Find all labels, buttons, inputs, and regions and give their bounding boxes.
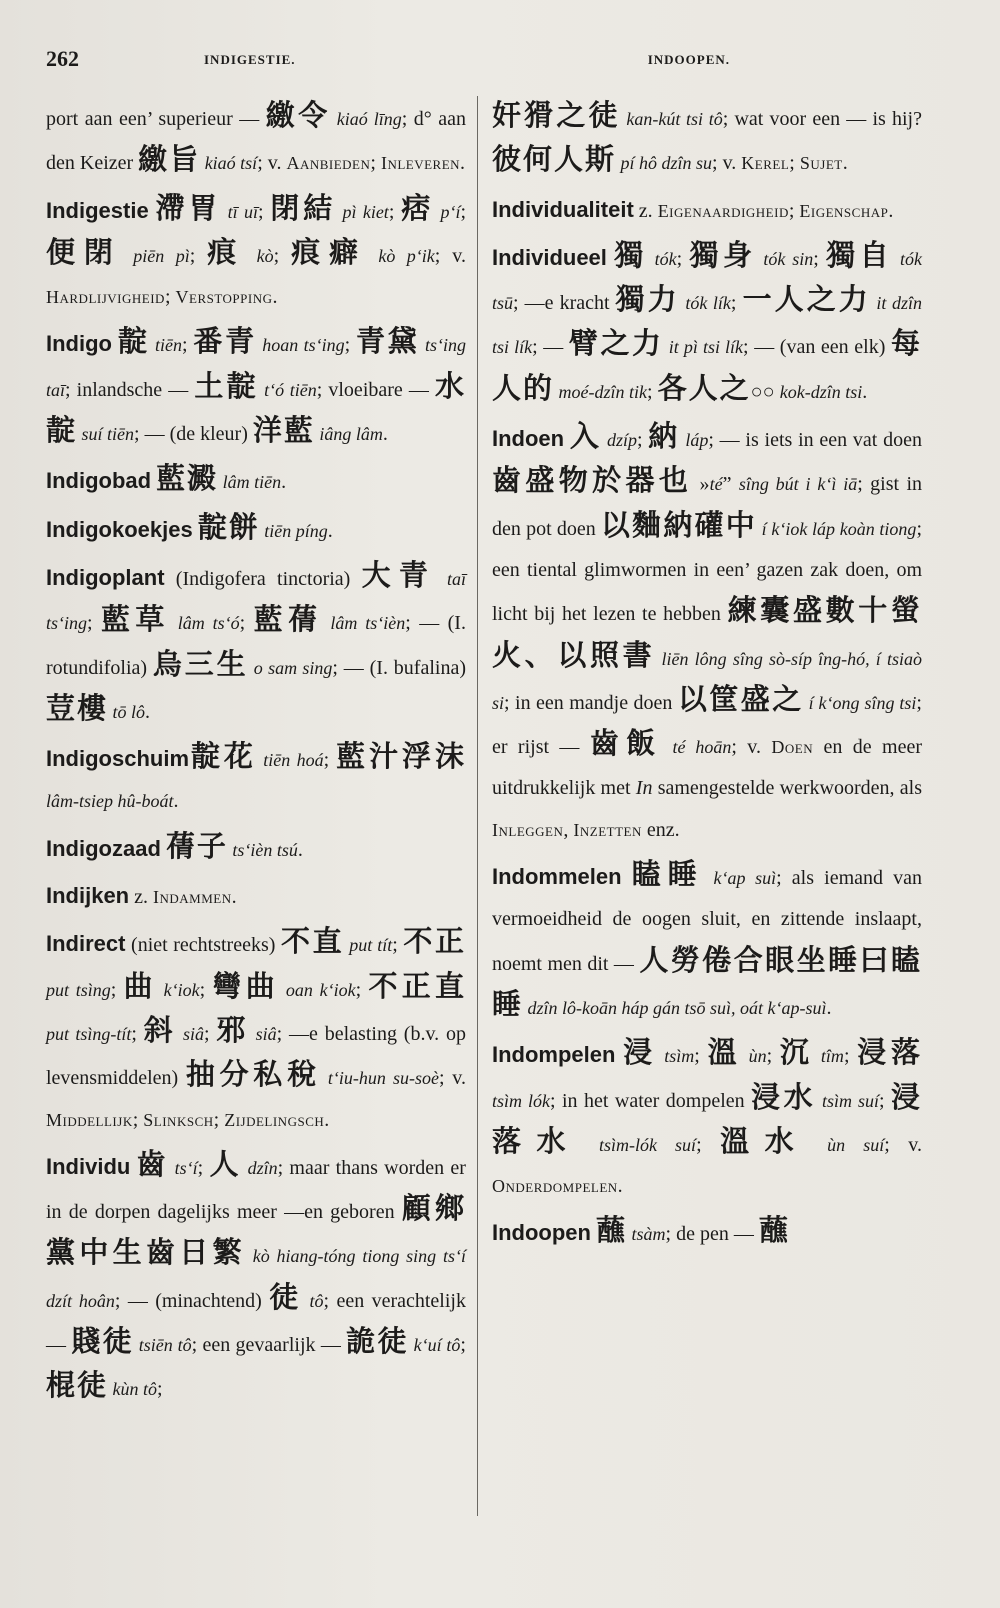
definition-text: ○○ xyxy=(750,380,780,403)
chinese-characters: 奸猾之徒 xyxy=(492,100,621,132)
chinese-characters: 不正直 xyxy=(368,970,466,1003)
definition-text: ; xyxy=(843,1045,858,1068)
definition-text: (niet rechtstreeks) xyxy=(125,934,281,957)
definition-text: ; xyxy=(355,978,369,1001)
romanization: tók xyxy=(647,248,677,269)
chinese-characters: 賤徒 xyxy=(71,1326,134,1359)
definition-text: . xyxy=(888,199,894,222)
definition-text: samengestelde werkwoorden, als xyxy=(652,777,922,800)
chinese-characters: 人勞倦合眼坐睡曰瞌睡 xyxy=(492,944,922,1021)
chinese-characters: 便閉 xyxy=(46,236,122,269)
cross-reference: Verstopping xyxy=(175,287,273,308)
chinese-characters: 繳旨 xyxy=(138,144,201,177)
romanization: tsàm xyxy=(627,1224,666,1245)
definition-text: ; — (I. rotundifolia) xyxy=(46,612,466,679)
definition-text: ; xyxy=(132,1108,144,1131)
definition-text: ; —e belasting (b.v. op levensmiddelen) xyxy=(46,1022,466,1090)
definition-text: ; xyxy=(239,612,254,635)
dictionary-entry xyxy=(46,922,466,1140)
romanization: ts‘í xyxy=(168,1157,198,1178)
romanization: put tsìng-tít xyxy=(46,1023,132,1044)
cross-reference: Inzetten xyxy=(573,819,642,840)
chinese-characters: 水靛 xyxy=(46,370,466,448)
dictionary-entry xyxy=(46,189,466,319)
chinese-characters: 藍蒨 xyxy=(253,604,323,637)
romanization: pí hô dzîn su xyxy=(616,153,713,174)
romanization: té hoān xyxy=(662,737,732,758)
chinese-characters: 靛 xyxy=(117,326,150,359)
definition-text: ; — (de kleur) xyxy=(134,423,253,446)
definition-text: ; xyxy=(131,1022,144,1045)
chinese-characters: 浸水 xyxy=(751,1081,817,1114)
dictionary-entry xyxy=(46,737,466,823)
definition-text: ; — xyxy=(532,336,569,359)
definition-text: ; v. xyxy=(434,244,466,267)
romanization: tók tsū xyxy=(492,248,922,314)
definition-text: (Indigofera tinctoria) xyxy=(164,567,362,590)
chinese-characters: 滯胃 xyxy=(155,192,222,225)
entry-headword: Indigoschuim xyxy=(46,746,189,772)
dictionary-entry xyxy=(492,855,922,1029)
chinese-characters: 靛餅 xyxy=(197,511,260,544)
romanization: sîng bút i k‘ì iā xyxy=(738,474,858,495)
romanization: lâm-tsiep hû-boát xyxy=(46,791,174,812)
chinese-characters: 納 xyxy=(648,421,681,454)
cross-reference: Sujet xyxy=(799,153,843,174)
romanization: lâm ts‘ó xyxy=(169,613,240,634)
chinese-characters: 一人之力 xyxy=(742,284,871,317)
entry-headword: Individu xyxy=(46,1153,131,1179)
definition-text: . xyxy=(382,423,388,446)
entry-headword: Indigestie xyxy=(46,197,149,223)
romanization: put tsìng xyxy=(46,979,111,1000)
romanization: láp xyxy=(680,430,709,451)
chinese-characters: 獨 xyxy=(614,239,648,272)
definition-text: ; xyxy=(257,200,271,223)
chinese-characters: 棍徒 xyxy=(46,1370,109,1403)
entry-headword: Indigobad xyxy=(46,468,152,494)
chinese-characters: 獨自 xyxy=(826,239,894,272)
definition-text: ; xyxy=(110,978,124,1001)
definition-text: . xyxy=(862,380,868,403)
definition-text: ; xyxy=(199,978,213,1001)
definition-text: ; als iemand van vermoeidheid de oogen sluit, en zittende inslaapt, noemt men dit — xyxy=(492,867,922,975)
definition-text: ; xyxy=(392,934,404,957)
dictionary-entry xyxy=(46,322,466,455)
definition-text: ; v. xyxy=(884,1133,922,1156)
chinese-characters: 番青 xyxy=(193,326,257,359)
chinese-characters: 抽分私稅 xyxy=(185,1059,321,1092)
definition-text: ; een verachtelijk — xyxy=(46,1289,466,1357)
chinese-characters: 繳令 xyxy=(265,100,331,132)
chinese-characters: 土靛 xyxy=(194,370,259,403)
romanization: tók sin xyxy=(756,248,814,269)
romanization: dzîn lô-koān háp gán tsō suì, oát k‘ap-suì xyxy=(523,997,827,1018)
romanization: tiēn hoá xyxy=(256,750,324,771)
left-column xyxy=(46,96,466,1411)
entry-headword: Indoopen xyxy=(492,1220,591,1246)
definition-text: . xyxy=(327,519,333,542)
romanization: tsìm lók xyxy=(492,1090,550,1111)
definition-text: ; xyxy=(788,199,800,222)
romanization: tô xyxy=(302,1290,324,1311)
romanization: siâ xyxy=(176,1023,204,1044)
chinese-characters: 臂之力 xyxy=(568,328,664,361)
definition-text: ; xyxy=(730,292,743,315)
romanization: kok-dzîn tsi xyxy=(779,381,863,402)
cross-reference: Hardlijvigheid xyxy=(46,287,165,308)
entry-headword: Indigokoekjes xyxy=(46,516,193,542)
romanization: ts‘ièn tsú xyxy=(227,839,298,860)
chinese-characters: 不直 xyxy=(281,926,345,959)
romanization: lâm ts‘ièn xyxy=(322,613,406,634)
cross-reference: Zijdelingsch xyxy=(224,1109,325,1130)
chinese-characters: 溫水 xyxy=(720,1125,810,1158)
cross-reference: Aanbieden xyxy=(286,153,371,174)
chinese-characters: 大青 xyxy=(361,559,437,592)
romanization: ùn xyxy=(741,1046,767,1067)
chinese-characters: 以筐盛之 xyxy=(677,683,804,716)
chinese-characters: 浸落 xyxy=(857,1037,923,1070)
definition-text: . xyxy=(617,1175,623,1198)
romanization: tsiēn tô xyxy=(133,1335,192,1356)
dictionary-entry xyxy=(46,1145,466,1411)
entry-continuation xyxy=(46,96,466,185)
romanization: tsìm-lók suí xyxy=(581,1134,697,1155)
definition-text: ; xyxy=(766,1045,780,1068)
definition-text: ; v. xyxy=(257,152,287,175)
romanization: moé-dzîn tik xyxy=(554,381,647,402)
chinese-characters: 彎曲 xyxy=(212,970,280,1003)
dictionary-entry xyxy=(46,508,466,552)
dictionary-entry xyxy=(492,1211,922,1255)
entry-continuation xyxy=(492,96,922,185)
definition-text: ; xyxy=(273,244,292,267)
chinese-characters: 各人之 xyxy=(657,372,751,405)
definition-text: ; — (minachtend) xyxy=(114,1289,270,1312)
cross-reference: Doen xyxy=(771,737,814,758)
romanization: put tít xyxy=(344,935,393,956)
right-column xyxy=(492,96,922,1256)
entry-headword: Indommelen xyxy=(492,864,622,890)
definition-text: ; xyxy=(213,1108,225,1131)
romanization: kiaó līng xyxy=(330,109,402,129)
romanization: tō lô xyxy=(108,701,146,722)
romanization: iâng lâm xyxy=(314,424,383,445)
chinese-characters: 藍澱 xyxy=(156,463,219,496)
definition-text: ; maar thans worden er in de dorpen dagelijks meer —en geboren xyxy=(46,1156,466,1224)
definition-text: ; xyxy=(676,247,690,270)
definition-text: . xyxy=(173,790,179,813)
entry-headword: Indijken xyxy=(46,883,130,909)
entry-headword: Individualiteit xyxy=(492,196,634,222)
entry-headword: Indigoplant xyxy=(46,564,165,590)
definition-text: ; —e kracht xyxy=(513,292,616,315)
romanization: kiaó tsí xyxy=(200,153,258,174)
romanization: it dzîn tsi lík xyxy=(492,293,923,358)
chinese-characters: 不正 xyxy=(403,926,466,959)
romanization: tiēn píng xyxy=(259,520,328,541)
definition-text xyxy=(622,867,632,889)
romanization: siâ xyxy=(249,1023,277,1044)
romanization: tiēn xyxy=(149,335,182,356)
romanization: ts‘ing taī xyxy=(46,335,466,400)
definition-text: enz. xyxy=(641,818,680,841)
romanization: kan-kút tsi tô xyxy=(620,109,723,129)
romanization: k‘uí tô xyxy=(408,1335,461,1356)
definition-text: ; xyxy=(696,1133,721,1156)
definition-text: ; v. xyxy=(712,152,742,175)
chinese-characters: 青黛 xyxy=(355,326,420,359)
definition-text: » xyxy=(692,473,710,496)
definition-text: ; er rijst — xyxy=(492,691,922,759)
entry-headword: Indompelen xyxy=(492,1042,616,1068)
definition-text: ; xyxy=(157,1378,163,1401)
chinese-characters: 浸落水 xyxy=(492,1081,923,1158)
cross-reference: Kerel xyxy=(741,153,790,174)
romanization: í k‘iok láp koàn tiong xyxy=(756,518,917,539)
definition-text: ; xyxy=(203,1022,217,1045)
chinese-characters: 蒨子 xyxy=(165,830,228,863)
chinese-characters: 痕 xyxy=(207,236,246,269)
chinese-characters: 閉結 xyxy=(270,192,337,225)
cross-reference: Middellijk xyxy=(46,1109,133,1130)
entry-headword: Indirect xyxy=(46,931,126,957)
romanization: lâm tiēn xyxy=(218,472,282,493)
running-head xyxy=(46,46,954,76)
chinese-characters: 瞌睡 xyxy=(631,859,704,892)
chinese-characters: 溫 xyxy=(707,1037,742,1070)
romanization: t‘iu-hun su-soè xyxy=(320,1068,440,1089)
entry-headword: Indoen xyxy=(492,426,565,452)
romanization: té xyxy=(709,474,723,495)
chinese-characters: 邪 xyxy=(216,1014,250,1047)
definition-text: ; gist in den pot doen xyxy=(492,473,923,540)
chinese-characters: 蘸 xyxy=(758,1215,790,1248)
dictionary-entry xyxy=(492,189,922,232)
romanization: dzíp xyxy=(601,430,637,451)
definition-text: ; vloeibare — xyxy=(316,378,435,401)
italic-term: In xyxy=(635,777,653,800)
dictionary-entry xyxy=(46,556,466,733)
chinese-characters: 藍草 xyxy=(100,604,170,637)
definition-text: ; de pen — xyxy=(665,1223,759,1246)
cross-reference: Inleveren xyxy=(380,153,461,174)
chinese-characters: 痞 xyxy=(401,192,435,225)
romanization: ùn suí xyxy=(809,1134,885,1155)
definition-text: ; — is iets in een vat doen xyxy=(708,429,923,452)
romanization: í k‘ong sîng tsi xyxy=(803,692,917,713)
dictionary-entry xyxy=(492,236,922,413)
chinese-characters: 痕癖 xyxy=(291,236,367,269)
definition-text: . xyxy=(842,152,848,175)
definition-text: ; xyxy=(647,380,658,403)
dictionary-entry xyxy=(492,1033,922,1207)
dictionary-entry xyxy=(46,827,466,871)
chinese-characters: 沉 xyxy=(779,1037,814,1070)
chinese-characters: 人 xyxy=(209,1148,242,1181)
chinese-characters: 獨力 xyxy=(615,284,680,317)
romanization: it pì tsi lík xyxy=(663,337,744,358)
chinese-characters: 荳樓 xyxy=(46,692,109,725)
cross-reference: Eigenaardigheid xyxy=(657,200,789,221)
definition-text: . xyxy=(324,1108,330,1131)
chinese-characters: 徒 xyxy=(269,1281,303,1314)
chinese-characters: 每人的 xyxy=(492,328,922,405)
definition-text: ; xyxy=(181,334,194,357)
definition-text: ; v. xyxy=(439,1067,466,1090)
romanization: suí tiēn xyxy=(77,424,135,445)
entry-headword: Indigo xyxy=(46,331,112,357)
definition-text xyxy=(149,201,156,223)
definition-text: port aan een’ superieur — xyxy=(46,108,266,130)
cross-reference: Inleggen xyxy=(492,819,564,840)
dictionary-entry xyxy=(492,417,922,851)
romanization: pì kiet xyxy=(336,201,389,222)
definition-text: ; xyxy=(813,247,827,270)
definition-text: . xyxy=(231,886,237,909)
definition-text: z. xyxy=(633,199,658,222)
definition-text: , xyxy=(563,818,574,841)
chinese-characters: 彼何人斯 xyxy=(492,144,617,177)
chinese-characters: 以麯納礶中 xyxy=(600,509,757,542)
definition-text: ; xyxy=(87,612,101,635)
romanization: dzîn xyxy=(241,1157,278,1178)
chinese-characters: 蘸 xyxy=(595,1215,627,1248)
romanization: t‘ó tiēn xyxy=(258,379,317,400)
romanization: tók lík xyxy=(679,293,731,314)
chinese-characters: 入 xyxy=(569,421,602,454)
chinese-characters: 詭徒 xyxy=(346,1326,409,1359)
romanization: kò hiang-tóng tiong sing ts‘í dzít hoân xyxy=(46,1246,466,1311)
definition-text: . xyxy=(145,700,151,723)
definition-text: ” xyxy=(722,473,739,496)
romanization: kò p‘ik xyxy=(366,245,435,266)
chinese-characters: 曲 xyxy=(123,970,157,1003)
definition-text: ; xyxy=(344,334,356,357)
romanization: oan k‘iok xyxy=(279,979,356,1000)
right-running-title: INDOOPEN. xyxy=(647,52,730,67)
romanization: piēn pì xyxy=(121,245,190,266)
cross-reference: Slinksch xyxy=(143,1109,214,1130)
entry-headword: Indigozaad xyxy=(46,835,161,861)
definition-text: ; xyxy=(189,244,208,267)
definition-text: ; d° aan den Keizer xyxy=(46,108,466,175)
chinese-characters: 洋藍 xyxy=(252,415,315,448)
definition-text: ; xyxy=(323,749,337,772)
column-divider xyxy=(477,96,478,1516)
definition-text: ; xyxy=(388,200,402,223)
definition-text: ; v. xyxy=(731,736,772,759)
definition-text: . xyxy=(297,838,303,861)
definition-text: ; xyxy=(460,1334,466,1357)
definition-text: ; xyxy=(789,152,800,175)
definition-text: ; xyxy=(164,286,176,309)
romanization: taī ts‘ing xyxy=(46,568,466,634)
chinese-characters: 靛花 xyxy=(189,741,257,774)
romanization: kùn tô xyxy=(108,1379,158,1400)
left-running-title: INDIGESTIE. xyxy=(204,52,296,67)
romanization: kò xyxy=(245,245,274,266)
chinese-characters: 齒飯 xyxy=(589,728,663,761)
chinese-characters: 齒盛物於器也 xyxy=(492,465,693,498)
chinese-characters: 浸 xyxy=(623,1037,657,1070)
dictionary-entry xyxy=(46,459,466,503)
definition-text: ; xyxy=(197,1156,210,1179)
romanization: tsìm suí xyxy=(816,1090,879,1111)
chinese-characters: 斜 xyxy=(143,1014,177,1047)
definition-text: ; wat voor een — is hij? xyxy=(722,108,922,130)
definition-text: ; in het water dompelen xyxy=(549,1089,752,1112)
definition-text: en de meer uitdrukkelijk met xyxy=(492,736,922,800)
romanization: tîm xyxy=(813,1046,844,1067)
definition-text: . xyxy=(272,286,278,309)
romanization: tsìm xyxy=(656,1046,695,1067)
romanization: k‘ap suì xyxy=(703,868,777,889)
chinese-characters: 烏三生 xyxy=(152,648,249,681)
definition-text: ; xyxy=(878,1089,891,1112)
cross-reference: Eigenschap xyxy=(799,200,889,221)
romanization: p‘í xyxy=(434,201,461,222)
cross-reference: Onderdompelen xyxy=(492,1176,618,1197)
cross-reference: Indammen xyxy=(153,887,232,908)
romanization: hoan ts‘ing xyxy=(256,335,345,356)
romanization: k‘iok xyxy=(156,979,200,1000)
chinese-characters: 獨身 xyxy=(689,239,757,272)
definition-text: ; xyxy=(370,152,381,175)
definition-text: z. xyxy=(129,886,154,909)
chinese-characters: 藍汁浮沫 xyxy=(336,741,466,774)
definition-text: ; inlandsche — xyxy=(65,378,195,401)
chinese-characters: 齒 xyxy=(136,1148,169,1181)
romanization: tī uī xyxy=(221,201,258,222)
romanization: o sam sing xyxy=(248,657,333,678)
definition-text: ; in een mandje doen xyxy=(504,691,678,714)
chinese-characters: 練囊盛數十螢火、以照書 xyxy=(492,595,922,672)
definition-text: ; xyxy=(694,1045,708,1068)
definition-text: . xyxy=(281,471,287,494)
definition-text: ; een gevaarlijk — xyxy=(191,1334,347,1357)
definition-text: . xyxy=(460,152,466,175)
chinese-characters: 顧鄉黨中生齒日繁 xyxy=(46,1193,466,1270)
definition-text: ; xyxy=(636,429,649,452)
romanization: liēn lông sîng sò-síp îng-hó, í tsiaò si xyxy=(492,648,922,713)
definition-text: ; xyxy=(460,200,467,223)
definition-text: ; een tiental glimwormen in een’ gazen zak doen, om licht bij het lezen te hebben xyxy=(492,517,922,626)
page-number: 262 xyxy=(46,46,79,71)
dictionary-entry xyxy=(46,875,466,918)
entry-headword: Individueel xyxy=(492,244,607,270)
definition-text: ; — (van een elk) xyxy=(743,336,891,359)
definition-text: . xyxy=(826,996,832,1019)
definition-text: ; — (I. bufalina) xyxy=(332,656,466,679)
